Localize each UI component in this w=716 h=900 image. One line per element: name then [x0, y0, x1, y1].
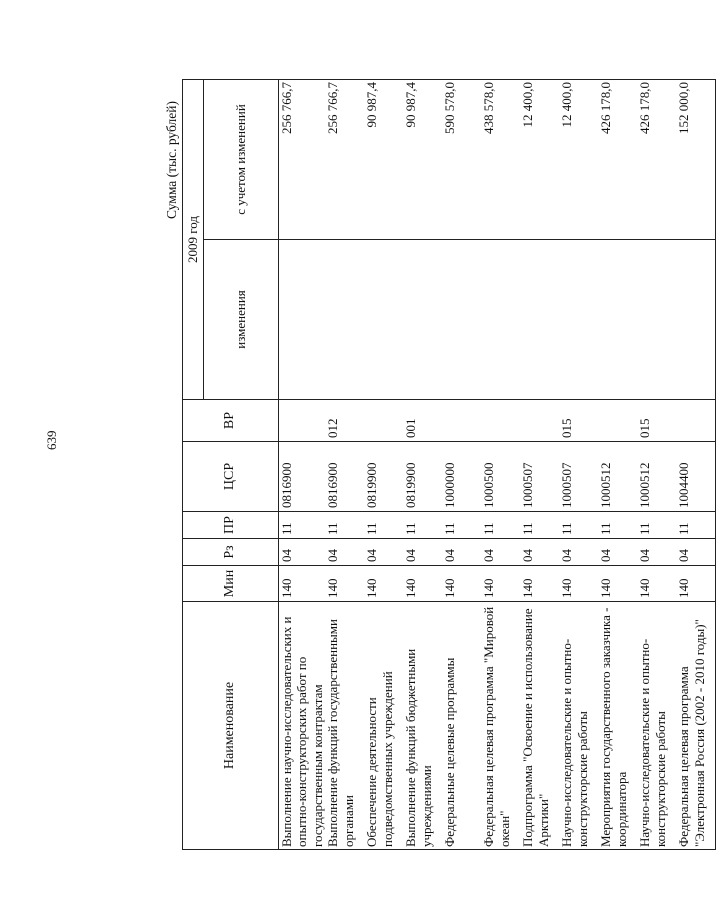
- row-name: Федеральные целевые программы: [442, 602, 481, 850]
- row-csr: 1000507: [559, 442, 598, 512]
- row-vr: 015: [559, 400, 598, 442]
- row-min: 140: [598, 566, 637, 602]
- header-year: 2009 год: [183, 80, 204, 400]
- row-changes: [364, 240, 403, 400]
- row-pr: 11: [481, 512, 520, 539]
- row-csr: 1000512: [637, 442, 676, 512]
- row-name: Обеспечение деятельности подведомственных учреждений: [364, 602, 403, 850]
- row-total: 256 766,7: [325, 80, 364, 240]
- row-changes: [637, 240, 676, 400]
- row-total: 12 400,0: [520, 80, 559, 240]
- table-row: [325, 80, 364, 850]
- row-total: 590 578,0: [442, 80, 481, 240]
- row-total: 426 178,0: [598, 80, 637, 240]
- row-pr: 11: [325, 512, 364, 539]
- row-pr: 11: [278, 512, 325, 539]
- header-min: Мин: [183, 566, 279, 602]
- row-min: 140: [637, 566, 676, 602]
- row-min: 140: [442, 566, 481, 602]
- row-pr: 11: [598, 512, 637, 539]
- row-pr: 11: [520, 512, 559, 539]
- row-pr: 11: [637, 512, 676, 539]
- row-name: Выполнение функций государственными органами: [325, 602, 364, 850]
- row-csr: 1000512: [598, 442, 637, 512]
- row-total: 90 987,4: [364, 80, 403, 240]
- row-rz: 04: [637, 539, 676, 566]
- row-total: 12 400,0: [559, 80, 598, 240]
- table-row: [442, 80, 481, 850]
- row-total: 90 987,4: [403, 80, 442, 240]
- header-with-changes: с учетом изменений: [203, 80, 278, 240]
- row-csr: 1000000: [442, 442, 481, 512]
- row-csr: 0816900: [325, 442, 364, 512]
- row-vr: 012: [325, 400, 364, 442]
- row-rz: 04: [364, 539, 403, 566]
- row-vr: [598, 400, 637, 442]
- row-vr: [364, 400, 403, 442]
- row-min: 140: [278, 566, 325, 602]
- row-vr: [676, 400, 716, 442]
- row-min: 140: [520, 566, 559, 602]
- table-row: [278, 80, 325, 850]
- row-pr: 11: [403, 512, 442, 539]
- header-vr: ВР: [183, 400, 279, 442]
- row-csr: 0816900: [278, 442, 325, 512]
- row-pr: 11: [676, 512, 716, 539]
- header-name: Наименование: [183, 602, 279, 850]
- row-vr: 015: [637, 400, 676, 442]
- row-min: 140: [364, 566, 403, 602]
- row-min: 140: [676, 566, 716, 602]
- units-caption: Сумма (тыс. рублей): [164, 101, 179, 219]
- budget-table: [182, 79, 716, 850]
- row-pr: 11: [559, 512, 598, 539]
- row-name: Выполнение научно-исследовательских и опытно-конструкторских работ по государственным контрактам: [278, 602, 325, 850]
- row-min: 140: [403, 566, 442, 602]
- row-rz: 04: [325, 539, 364, 566]
- row-total: 152 000,0: [676, 80, 716, 240]
- table-row: [559, 80, 598, 850]
- header-csr: ЦСР: [183, 442, 279, 512]
- table-row: [481, 80, 520, 850]
- row-min: 140: [481, 566, 520, 602]
- row-csr: 0819900: [364, 442, 403, 512]
- row-vr: 001: [403, 400, 442, 442]
- row-rz: 04: [403, 539, 442, 566]
- row-changes: [559, 240, 598, 400]
- table-row: [364, 80, 403, 850]
- header-pr: ПР: [183, 512, 279, 539]
- page-number: 639: [44, 430, 59, 450]
- row-name: Научно-исследовательские и опытно-конструкторские работы: [559, 602, 598, 850]
- row-changes: [676, 240, 716, 400]
- row-vr: [481, 400, 520, 442]
- row-total: 438 578,0: [481, 80, 520, 240]
- row-changes: [520, 240, 559, 400]
- header-rz: Рз: [183, 539, 279, 566]
- row-vr: [442, 400, 481, 442]
- row-min: 140: [559, 566, 598, 602]
- rotated-table-area: [160, 80, 707, 850]
- table-row: [403, 80, 442, 850]
- table-row: [676, 80, 716, 850]
- row-csr: 1000507: [520, 442, 559, 512]
- table-row: [520, 80, 559, 850]
- row-name: Мероприятия государственного заказчика - координатора: [598, 602, 637, 850]
- row-name: Федеральная целевая программа "Электронная Россия (2002 - 2010 годы)": [676, 602, 716, 850]
- row-total: 256 766,7: [278, 80, 325, 240]
- row-rz: 04: [676, 539, 716, 566]
- row-rz: 04: [442, 539, 481, 566]
- row-vr: [520, 400, 559, 442]
- row-rz: 04: [481, 539, 520, 566]
- row-name: Федеральная целевая программа "Мировой океан": [481, 602, 520, 850]
- row-min: 140: [325, 566, 364, 602]
- row-name: Выполнение функций бюджетными учреждениями: [403, 602, 442, 850]
- row-changes: [278, 240, 325, 400]
- row-rz: 04: [598, 539, 637, 566]
- row-name: Научно-исследовательские и опытно-конструкторские работы: [637, 602, 676, 850]
- row-changes: [481, 240, 520, 400]
- row-changes: [598, 240, 637, 400]
- row-rz: 04: [559, 539, 598, 566]
- row-changes: [442, 240, 481, 400]
- row-csr: 1004400: [676, 442, 716, 512]
- table-row: [637, 80, 676, 850]
- row-changes: [325, 240, 364, 400]
- row-name: Подпрограмма "Освоение и использование Арктики": [520, 602, 559, 850]
- header-changes: изменения: [203, 240, 278, 400]
- row-total: 426 178,0: [637, 80, 676, 240]
- row-vr: [278, 400, 325, 442]
- row-pr: 11: [364, 512, 403, 539]
- row-pr: 11: [442, 512, 481, 539]
- row-rz: 04: [520, 539, 559, 566]
- row-rz: 04: [278, 539, 325, 566]
- row-changes: [403, 240, 442, 400]
- table-row: [598, 80, 637, 850]
- row-csr: 0819900: [403, 442, 442, 512]
- row-csr: 1000500: [481, 442, 520, 512]
